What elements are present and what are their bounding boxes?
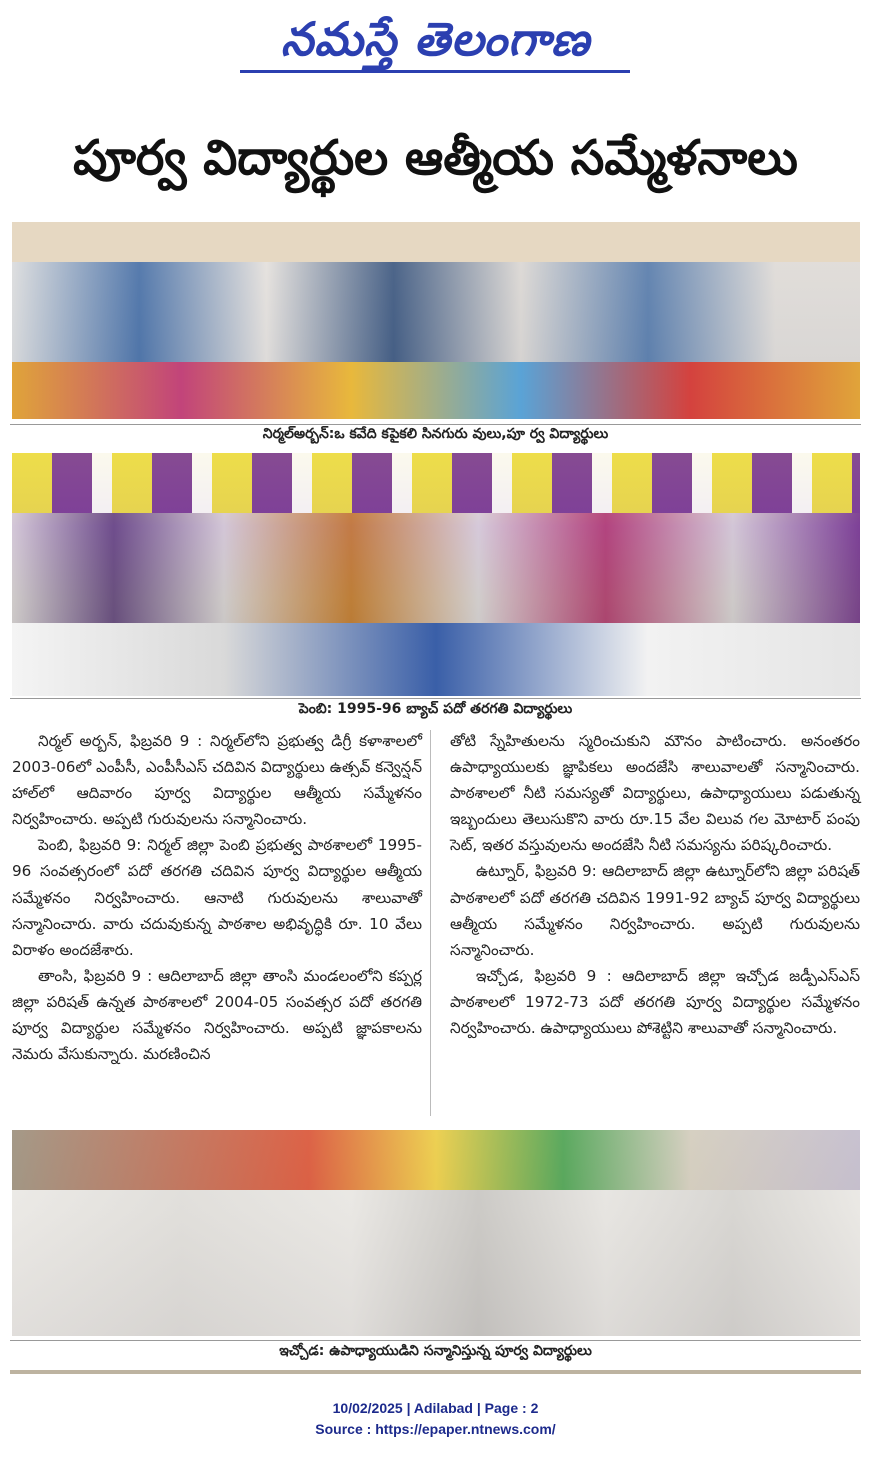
paragraph-utnoor: ఉట్నూర్‌, ఫిబ్రవరి 9: ఆదిలాబాద్‌ జిల్లా ఉట్నూర్‌లోని జిల్లా పరిషత్‌ పాఠశాలలో పదో తరగతి చదివిన 1991-92 బ్యాచ్‌ పూర్వ విద్యార్థులు ఆత్మీయ సమ్మేళనం నిర్వహించారు. అప్పటి గురువులను సన్మానించారు. — [450, 862, 860, 959]
article-headline: పూర్వ విద్యార్థుల ఆత్మీయ సమ్మేళనాలు — [73, 130, 798, 186]
photo-caption-ichoda: ఇచ్చోడ: ఉపాధ్యాయుడిని సన్మానిస్తున్న పూర్వ విద్యార్థులు — [279, 1343, 592, 1359]
masthead-underline — [240, 70, 630, 73]
group-photo-ichoda — [12, 1130, 860, 1336]
group-photo-nirmal — [12, 222, 860, 419]
article-column-right — [450, 728, 860, 1041]
column-divider — [430, 730, 431, 1116]
photo-strip — [10, 1370, 861, 1374]
caption-divider — [10, 698, 861, 699]
paragraph-nirmal: నిర్మల్‌ అర్బన్‌, ఫిబ్రవరి 9 : నిర్మల్‌లోని ప్రభుత్వ డిగ్రీ కళాశాలలో 2003-06లో ఎంపీసీ, ఎంపీసీఎస్‌ చదివిన విద్యార్థులు ఉత్సవ్‌ కన్వెన్షన్‌ హాల్‌లో ఆదివారం పూర్వ విద్యార్థుల ఆత్మీయ సమ్మేళనం నిర్వహించారు. అప్పటి గురువులను సన్మానించారు. — [12, 732, 422, 829]
footer-edition-info: 10/02/2025 | Adilabad | Page : 2 — [332, 1400, 539, 1416]
caption-divider — [10, 1340, 861, 1341]
paragraph-ichoda: ఇచ్చోడ, ఫిబ్రవరి 9 : ఆదిలాబాద్‌ జిల్లా ఇచ్చోడ జడ్పీఎస్‌ఎస్‌ పాఠశాలలో 1972-73 పదో తరగతి పూర్వ విద్యార్థుల సమ్మేళనం నిర్వహించారు. ఉపాధ్యాయులు పోశెట్టిని శాలువాతో సన్మానించారు. — [450, 966, 860, 1038]
group-photo-pembi — [12, 453, 860, 696]
article-column-left — [12, 728, 422, 1067]
footer-source-link[interactable]: Source : https://epaper.ntnews.com/ — [315, 1421, 556, 1437]
paragraph-tamsi: తాంసి, ఫిబ్రవరి 9 : ఆదిలాబాద్‌ జిల్లా తాంసి మండలంలోని కప్పర్ల జిల్లా పరిషత్‌ ఉన్నత పాఠశాలలో 2004-05 సంవత్సర పదో తరగతి పూర్వ విద్యార్థుల సమ్మేళనం నిర్వహించారు. అప్పటి జ్ఞాపకాలను నెమరు వేసుకున్నారు. మరణించిన — [12, 966, 422, 1064]
paragraph-pembi: పెంబి, ఫిబ్రవరి 9: నిర్మల్‌ జిల్లా పెంబి ప్రభుత్వ పాఠశాలలో 1995-96 సంవత్సరంలో పదో తరగతి చదివిన పూర్వ విద్యార్థుల ఆత్మీయ సమ్మేళనం నిర్వహించారు. ఆనాటి గురువులను శాలువాతో సన్మానించారు. వారు చదువుకున్న పాఠశాల అభివృద్ధికి రూ. 10 వేలు విరాళం అందజేశారు. — [12, 836, 422, 959]
paragraph-tamsi-continued: తోటి స్నేహితులను స్మరించుకుని మౌనం పాటించారు. అనంతరం ఉపాధ్యాయులకు జ్ఞాపికలు అందజేసి శాలువాలతో సన్మానించారు. పాఠశాలలో నీటి సమస్యతో విద్యార్థులు, ఉపాధ్యాయులు పడుతున్న ఇబ్బందులు తెలుసుకొని వారు రూ.15 వేల విలువ గల మోటార్‌ పంపు సెట్‌, ఇతర వస్తువులను అందజేసి నీటి సమస్యను పరిష్కరించారు. — [450, 732, 860, 855]
newspaper-masthead: నమస్తే తెలంగాణ — [280, 12, 591, 66]
photo-caption-nirmal: నిర్మల్‌అర్బన్‌:ఒ కవేది కపైకలి సినగురు వులు,పూ ర్వ విద్యార్థులు — [262, 426, 609, 442]
photo-caption-pembi: పెంబి: 1995-96 బ్యాచ్‌ పదో తరగతి విద్యార్థులు — [298, 701, 573, 717]
caption-divider — [10, 424, 861, 425]
